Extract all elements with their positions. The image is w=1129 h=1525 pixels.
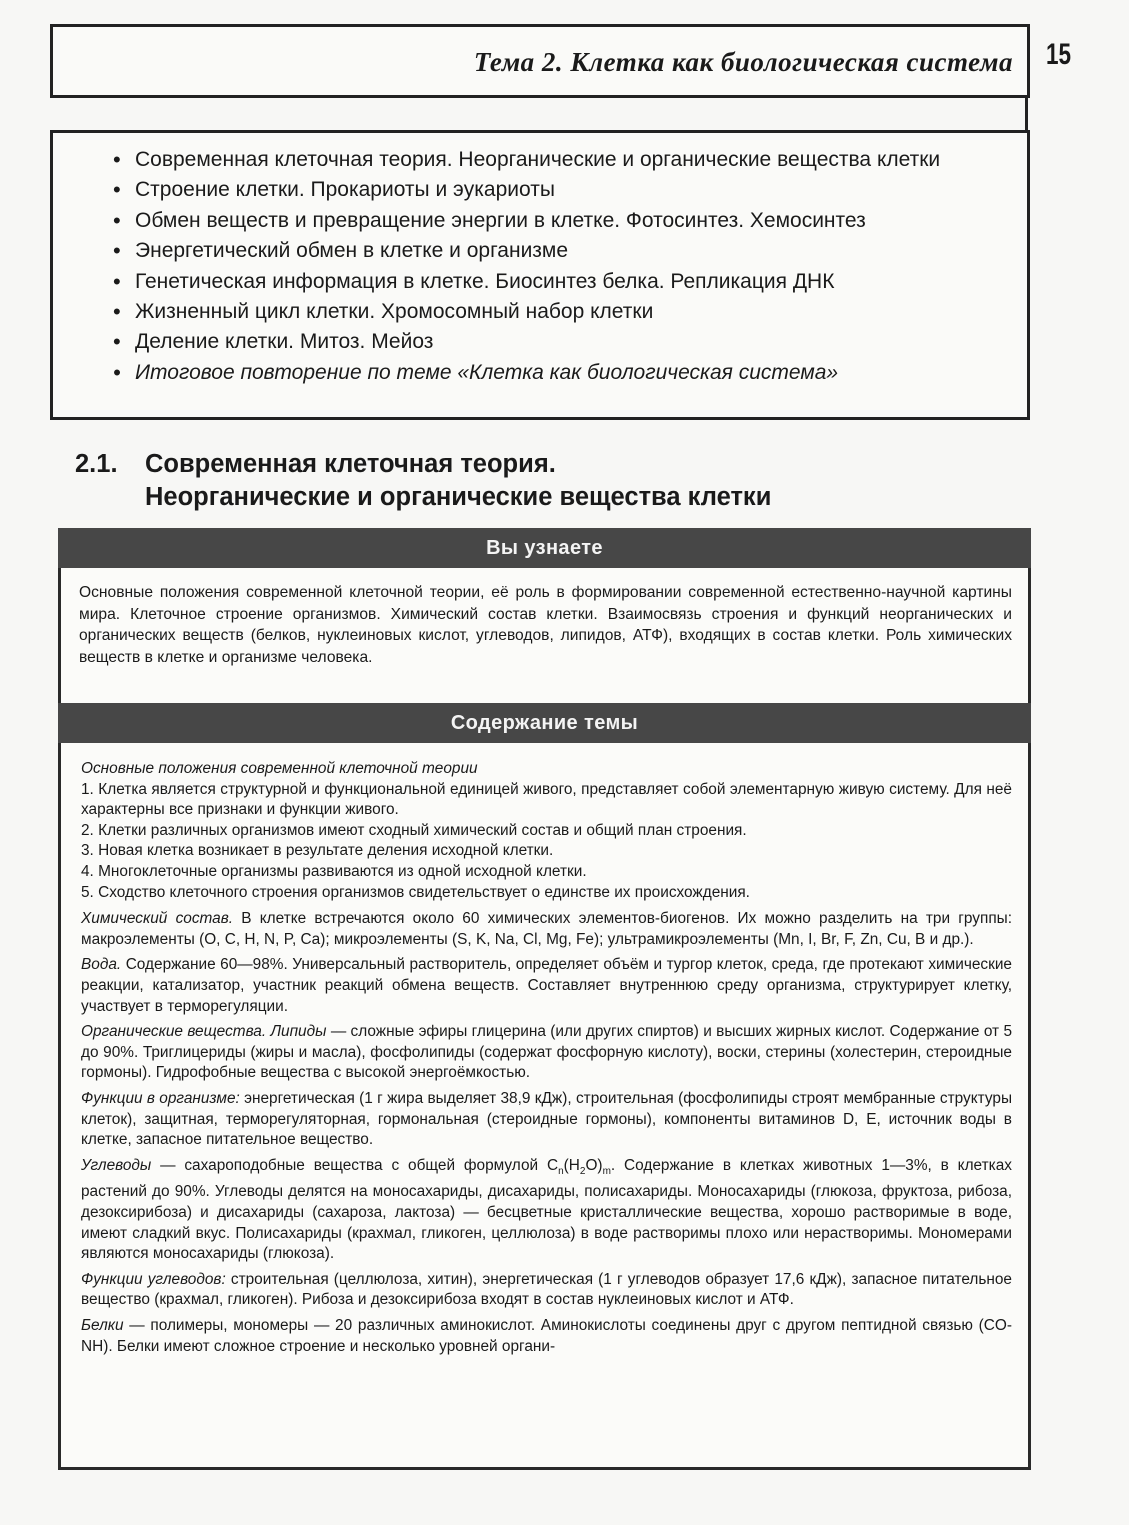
content-heading-bar: Содержание темы <box>58 703 1031 743</box>
carb-text-a: — сахароподобные вещества с общей формулой C <box>160 1156 559 1174</box>
organic-text: — сложные эфиры глицерина (или других спиртов) и высших жирных кислот. Содержание от 5 до 90%. Триглицериды (жиры и масла), фосфолипиды (содержат фосфорную кислоту), воски, стерины (холестерин, стероидные гормоны). Гидрофобные вещества с высокой энергоёмкостью. <box>81 1023 1013 1082</box>
topic-item: • Современная клеточная теория. Неорганические и органические вещества клетки <box>113 145 1007 175</box>
learn-text: Основные положения современной клеточной теории, её роль в формировании современной естественно-научной картины мира. Клеточное строение организмов. Химический состав клетки. Взаимосвязь строения и функций неорганических и органических веществ (белков, нуклеиновых кислот, углеводов, липидов, АТФ), входящих в состав клетки. Роль химических веществ в клетке и организме человека. <box>79 584 1012 666</box>
carb-text-b: . Содержание в клетках животных 1—3%, в клетках растений до 90%. Углеводы делятся на моносахариды, дисахариды, полисахариды. Моносахариды (глюкоза, фруктоза, рибоза, дезоксирибоза) и дисахариды (сахароза, лактоза) — бесцветные кристаллические вещества, хорошо растворимые в воде, имеют сладкий вкус. Полисахариды (крахмал, гликоген, целлюлоза) в воде растворимы плохо или нерастворимы. Мономерами являются моносахариды (глюкоза). <box>81 1156 1012 1263</box>
chem-label: Химический состав. <box>81 910 234 928</box>
formula-sub-2: 2 <box>579 1165 586 1177</box>
proteins-text: — полимеры, мономеры — 20 различных аминокислот. Аминокислоты соединены друг с другом пептидной связью (CO-NH). Белки имеют сложное строение и несколько уровней органи- <box>81 1316 1012 1355</box>
theory-item: 5. Сходство клеточного строения организмов свидетельствует о единстве их происхождения. <box>81 883 750 901</box>
proteins-paragraph <box>81 1316 1012 1357</box>
header-divider <box>1025 96 1028 132</box>
carbohydrates-paragraph <box>81 1156 1012 1265</box>
theory-item: 3. Новая клетка возникает в результате деления исходной клетки. <box>81 842 554 860</box>
formula-sub-n: n <box>558 1165 564 1177</box>
section-number: 2.1. <box>75 450 118 478</box>
organic-label: Органические вещества. Липиды <box>81 1023 327 1041</box>
topic-item: • Энергетический обмен в клетке и организме <box>113 236 1007 266</box>
lipid-functions-text: энергетическая (1 г жира выделяет 38,9 кДж), строительная (фосфолипиды строят мембранные структуры клеток), защитная, терморегуляторная, гормональная (стероидные гормоны), компоненты витаминов D, E, источник воды в клетке, запасное питательное вещество. <box>81 1089 1013 1149</box>
topic-item: • Строение клетки. Прокариоты и эукариоты <box>113 175 1007 205</box>
section-heading <box>75 448 771 514</box>
water-paragraph <box>81 955 1012 1017</box>
topic-item: • Жизненный цикл клетки. Хромосомный набор клетки <box>113 297 1007 327</box>
theory-list <box>81 780 1012 904</box>
topics-box <box>50 130 1030 420</box>
topic-item: • Обмен веществ и превращение энергии в клетке. Фотосинтез. Хемосинтез <box>113 206 1007 236</box>
content-box <box>58 743 1031 1470</box>
water-label: Вода. <box>81 956 122 974</box>
page-number: 15 <box>1046 38 1072 71</box>
formula-mid: (H <box>563 1156 580 1174</box>
page-header <box>50 24 1030 98</box>
learn-heading-bar: Вы узнаете <box>58 528 1031 568</box>
section-title-line1: Современная клеточная теория. <box>145 450 556 478</box>
formula-sub-m: m <box>602 1165 611 1177</box>
water-text: Содержание 60—98%. Универсальный растворитель, определяет объём и тургор клеток, среда, где протекают химические реакции, катализатор, участник реакций обмена веществ. Составляет внутреннюю среду организма, структурирует клетку, участвует в терморегуляции. <box>81 956 1012 1015</box>
chem-text: В клетке встречаются около 60 химических элементов-биогенов. Их можно разделить на три группы: макроэлементы (O, C, H, N, P, Ca); микроэлементы (S, K, Na, Cl, Mg, Fe); ультрамикроэлементы (Mn, I, Br, F, Zn, Cu, B и др.). <box>81 910 1012 948</box>
carb-functions-paragraph <box>81 1270 1012 1311</box>
chem-paragraph <box>81 909 1012 950</box>
carbohydrates-label: Углеводы <box>81 1156 152 1174</box>
topic-item: • Деление клетки. Митоз. Мейоз <box>113 327 1007 357</box>
lipid-functions-paragraph <box>81 1089 1012 1151</box>
topics-list <box>113 145 1007 388</box>
proteins-label: Белки <box>81 1316 124 1334</box>
section-title-line2: Неорганические и органические вещества клетки <box>145 483 772 511</box>
topic-item: • Генетическая информация в клетке. Биосинтез белка. Репликация ДНК <box>113 267 1007 297</box>
formula-end: O) <box>585 1156 603 1174</box>
theory-item: 1. Клетка является структурной и функциональной единицей живого, представляет собой элементарную живую систему. Для неё характерны все признаки и функции живого. <box>81 780 1012 819</box>
organic-paragraph <box>81 1022 1012 1084</box>
theory-item: 2. Клетки различных организмов имеют сходный химический состав и общий план строения. <box>81 821 747 839</box>
learn-box <box>58 568 1031 703</box>
theory-title: Основные положения современной клеточной теории <box>81 760 478 777</box>
theory-item: 4. Многоклеточные организмы развиваются из одной исходной клетки. <box>81 862 587 880</box>
lipid-functions-label: Функции в организме: <box>81 1089 240 1107</box>
carb-functions-text: строительная (целлюлоза, хитин), энергетическая (1 г углеводов образует 17,6 кДж), запасное питательное вещество (крахмал, гликоген). Рибоза и дезоксирибоза входят в состав нуклеиновых кислот и АТФ. <box>81 1270 1012 1309</box>
topic-item-summary: • Итоговое повторение по теме «Клетка как биологическая система» <box>113 358 1007 388</box>
carb-functions-label: Функции углеводов: <box>81 1270 226 1288</box>
chapter-title: Тема 2. Клетка как биологическая система <box>473 47 1013 77</box>
